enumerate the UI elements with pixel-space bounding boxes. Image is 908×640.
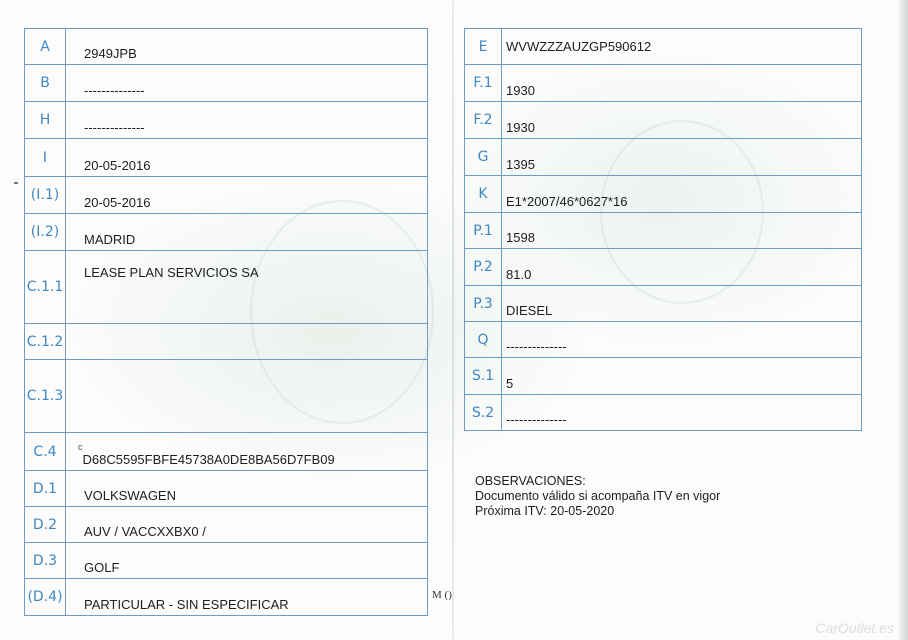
field-value: -------------- [502, 322, 862, 358]
field-value: 81.0 [502, 249, 862, 286]
field-code: A [25, 29, 66, 65]
field-code: F.2 [465, 102, 502, 139]
row-d1 [25, 471, 428, 507]
observations-line: Próxima ITV: 20-05-2020 [475, 504, 615, 518]
field-value: D68C5595FBFE45738A0DE8BA56D7FB09 [82, 452, 335, 467]
registration-left-table [24, 28, 428, 616]
row-d3 [25, 543, 428, 579]
field-code: I [25, 139, 66, 177]
field-code: P.3 [465, 286, 502, 322]
row-b [25, 65, 428, 102]
row-p3 [465, 286, 862, 322]
row-f2 [465, 102, 862, 139]
row-p1 [465, 213, 862, 249]
field-value: 1395 [502, 139, 862, 176]
field-code: F.1 [465, 65, 502, 102]
field-code: P.2 [465, 249, 502, 286]
field-code: D.1 [25, 471, 66, 507]
row-i2 [25, 214, 428, 251]
row-f1 [465, 65, 862, 102]
row-g [465, 139, 862, 176]
observations-block [475, 474, 720, 519]
field-code: C.1.3 [25, 360, 66, 433]
field-code: P.1 [465, 213, 502, 249]
field-code: D.3 [25, 543, 66, 579]
field-value: PARTICULAR - SIN ESPECIFICAR [66, 579, 428, 616]
row-h [25, 102, 428, 139]
field-value: -------------- [502, 395, 862, 431]
field-value [66, 324, 428, 360]
page-fold [452, 0, 454, 640]
row-p2 [465, 249, 862, 286]
field-value: -------------- [66, 102, 428, 139]
field-value: VOLKSWAGEN [66, 471, 428, 507]
field-code: G [465, 139, 502, 176]
observations-title: OBSERVACIONES: [475, 474, 586, 488]
field-code: Q [465, 322, 502, 358]
registration-right-table [464, 28, 862, 431]
observations-line: Documento válido si acompaña ITV en vigor [475, 489, 721, 503]
c4-marker: c [78, 442, 83, 452]
row-c12 [25, 324, 428, 360]
row-c13 [25, 360, 428, 433]
field-value: LEASE PLAN SERVICIOS SA [66, 251, 428, 324]
row-i [25, 139, 428, 177]
row-s2 [465, 395, 862, 431]
row-c11 [25, 251, 428, 324]
field-value: 5 [502, 358, 862, 395]
field-value: 2949JPB [66, 29, 428, 65]
field-value-container [66, 433, 428, 471]
row-q [465, 322, 862, 358]
field-value: 20-05-2016 [66, 177, 428, 214]
row-a [25, 29, 428, 65]
field-code: S.1 [465, 358, 502, 395]
field-code: D.2 [25, 507, 66, 543]
field-code: K [465, 176, 502, 213]
row-e [465, 29, 862, 65]
field-code: E [465, 29, 502, 65]
field-value: 1930 [502, 65, 862, 102]
field-value: E1*2007/46*0627*16 [502, 176, 862, 213]
row-s1 [465, 358, 862, 395]
field-code: C.4 [25, 433, 66, 471]
field-code: (I.2) [25, 214, 66, 251]
field-value: GOLF [66, 543, 428, 579]
field-code: (D.4) [25, 579, 66, 616]
field-value: 1598 [502, 213, 862, 249]
field-code: H [25, 102, 66, 139]
field-value [66, 360, 428, 433]
field-code: C.1.2 [25, 324, 66, 360]
margin-mark: M () [432, 589, 452, 601]
row-d2 [25, 507, 428, 543]
site-watermark: CarOutlet.es [815, 620, 894, 636]
margin-tick [14, 182, 18, 184]
field-value: -------------- [66, 65, 428, 102]
field-value: WVWZZZAUZGP590612 [502, 29, 862, 65]
field-value: MADRID [66, 214, 428, 251]
field-value: 20-05-2016 [66, 139, 428, 177]
page-edge [898, 0, 908, 640]
field-code: (I.1) [25, 177, 66, 214]
field-value: AUV / VACCXXBX0 / [66, 507, 428, 543]
row-k [465, 176, 862, 213]
row-c4 [25, 433, 428, 471]
field-code: C.1.1 [25, 251, 66, 324]
field-value: DIESEL [502, 286, 862, 322]
field-code: B [25, 65, 66, 102]
row-d4 [25, 579, 428, 616]
field-code: S.2 [465, 395, 502, 431]
row-i1 [25, 177, 428, 214]
field-value: 1930 [502, 102, 862, 139]
